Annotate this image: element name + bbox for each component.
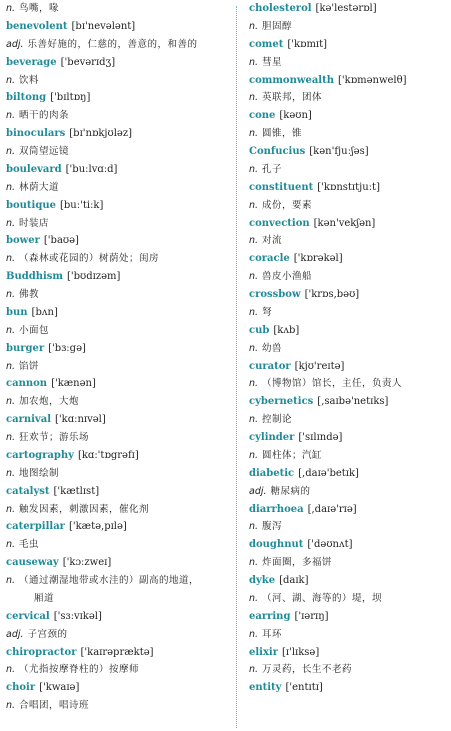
headword-entry bbox=[6, 18, 228, 36]
headword: boulevard bbox=[6, 163, 62, 175]
definition-line bbox=[6, 572, 228, 590]
headword: Buddhism bbox=[6, 271, 63, 283]
definition: 狂欢节；游乐场 bbox=[19, 432, 90, 443]
definition-line bbox=[249, 375, 447, 393]
part-of-speech: n. bbox=[6, 289, 16, 300]
definition: 胆固醇 bbox=[262, 20, 293, 32]
phonetic: ['dəʊnʌt] bbox=[307, 539, 353, 551]
phonetic: [buː'tiːk] bbox=[59, 199, 104, 211]
part-of-speech: n. bbox=[249, 20, 259, 32]
definition-line bbox=[6, 286, 228, 304]
definition: 英联邦，团体 bbox=[262, 92, 323, 104]
headword-entry bbox=[249, 0, 447, 18]
phonetic: ['kɒmənwelθ] bbox=[338, 74, 407, 86]
definition: （博物馆）馆长，主任，负责人 bbox=[262, 378, 403, 390]
definition: 万灵药，长生不老药 bbox=[262, 664, 353, 676]
column-divider bbox=[236, 6, 237, 728]
definition: 孔子 bbox=[262, 163, 283, 175]
definition: 圆柱体；汽缸 bbox=[262, 449, 323, 461]
definition-line bbox=[6, 179, 228, 197]
headword: biltong bbox=[6, 92, 47, 104]
headword-entry bbox=[6, 89, 228, 107]
definition: 圆锥，锥 bbox=[262, 128, 303, 140]
definition-line bbox=[6, 661, 228, 679]
definition: 触发因素，刺激因素，催化剂 bbox=[19, 503, 150, 515]
definition: 时装店 bbox=[19, 217, 50, 229]
headword: bun bbox=[6, 306, 28, 318]
headword: entity bbox=[249, 682, 282, 694]
headword: cub bbox=[249, 324, 270, 336]
headword: Confucius bbox=[249, 146, 306, 157]
headword-entry bbox=[249, 322, 447, 340]
headword-entry bbox=[6, 197, 228, 215]
part-of-speech: n. bbox=[249, 557, 259, 569]
headword-entry bbox=[6, 411, 228, 429]
definition: 弩 bbox=[262, 306, 273, 318]
headword-entry bbox=[6, 161, 228, 179]
part-of-speech: n. bbox=[249, 92, 259, 104]
headword: binoculars bbox=[6, 128, 66, 140]
definition-line bbox=[249, 626, 447, 644]
definition: 耳环 bbox=[262, 628, 283, 640]
definition-line bbox=[249, 661, 447, 679]
part-of-speech: n. bbox=[249, 628, 259, 640]
definition: 对流 bbox=[262, 235, 283, 247]
headword-entry bbox=[249, 143, 447, 161]
headword-entry bbox=[6, 125, 228, 143]
definition-line bbox=[249, 54, 447, 72]
phonetic: [,daɪə'rɪə] bbox=[307, 503, 357, 515]
headword-entry bbox=[249, 107, 447, 125]
headword: commonwealth bbox=[249, 74, 334, 86]
part-of-speech: n. bbox=[249, 235, 259, 247]
definition-line bbox=[6, 0, 228, 18]
definition: 林荫大道 bbox=[19, 181, 60, 193]
phonetic: ['kɒmɪt] bbox=[287, 38, 328, 50]
part-of-speech: n. bbox=[6, 700, 16, 712]
definition: 子宫颈的 bbox=[27, 628, 68, 640]
phonetic: [kə'lestərɒl] bbox=[315, 3, 377, 14]
headword-entry bbox=[6, 483, 228, 501]
definition-line bbox=[249, 483, 447, 501]
definition-line bbox=[6, 322, 228, 340]
phonetic: ['kwaɪə] bbox=[39, 682, 80, 694]
part-of-speech: n. bbox=[249, 271, 259, 283]
headword: earring bbox=[249, 610, 291, 622]
phonetic: ['kɔːzweɪ] bbox=[62, 557, 112, 569]
headword: carnival bbox=[6, 414, 51, 426]
part-of-speech: n. bbox=[249, 378, 259, 390]
headword: cervical bbox=[6, 610, 50, 622]
part-of-speech: n. bbox=[6, 217, 16, 229]
definition-line bbox=[249, 232, 447, 250]
phonetic: [,saɪbə'netɪks] bbox=[317, 396, 389, 408]
headword-entry bbox=[249, 215, 447, 233]
part-of-speech: n. bbox=[6, 324, 16, 336]
part-of-speech: adj. bbox=[249, 485, 267, 497]
phonetic: ['sɪlɪndə] bbox=[298, 432, 343, 443]
phonetic: [kʌb] bbox=[273, 324, 300, 336]
phonetic: ['bɪltɒŋ] bbox=[50, 92, 91, 104]
part-of-speech: n. bbox=[6, 181, 16, 193]
definition-line bbox=[6, 626, 228, 644]
part-of-speech: n. bbox=[6, 360, 16, 372]
definition: 成份，要素 bbox=[262, 199, 313, 211]
headword-entry bbox=[249, 501, 447, 519]
headword: cybernetics bbox=[249, 396, 314, 408]
definition-line bbox=[249, 590, 447, 608]
part-of-speech: n. bbox=[249, 521, 259, 533]
definition: 糖尿病的 bbox=[270, 485, 311, 497]
headword-entry bbox=[6, 518, 228, 536]
phonetic: ['kɑːnɪvəl] bbox=[55, 414, 106, 426]
phonetic: [bɪ'nɒkjʊləz] bbox=[69, 128, 133, 140]
headword-entry bbox=[249, 644, 447, 662]
definition: 兽皮小渔船 bbox=[262, 271, 313, 283]
headword-entry bbox=[249, 465, 447, 483]
phonetic: ['entɪtɪ] bbox=[285, 682, 323, 694]
phonetic: ['kɒnstɪtjuːt] bbox=[317, 181, 380, 193]
definition-line bbox=[249, 554, 447, 572]
headword: crossbow bbox=[249, 289, 301, 300]
headword: curator bbox=[249, 360, 291, 372]
right-column bbox=[249, 0, 447, 697]
headword-entry bbox=[6, 232, 228, 250]
headword: boutique bbox=[6, 199, 56, 211]
phonetic: ['kætə,pɪlə] bbox=[68, 521, 127, 533]
definition: 地图绘制 bbox=[19, 467, 60, 479]
definition-line bbox=[249, 197, 447, 215]
headword: cartography bbox=[6, 449, 74, 461]
definition-line bbox=[6, 36, 228, 54]
phonetic: [kɑː'tɒgrəfɪ] bbox=[77, 449, 139, 461]
headword: cone bbox=[249, 110, 276, 122]
headword-entry bbox=[249, 358, 447, 376]
definition-line bbox=[6, 143, 228, 161]
headword: diabetic bbox=[249, 467, 295, 479]
part-of-speech: n. bbox=[6, 74, 16, 86]
phonetic: [ɪ'lɪksə] bbox=[282, 646, 320, 658]
headword-entry bbox=[249, 572, 447, 590]
definition: 馅饼 bbox=[19, 360, 40, 372]
headword: catalyst bbox=[6, 485, 50, 497]
headword: cylinder bbox=[249, 432, 295, 443]
headword: convection bbox=[249, 217, 310, 229]
definition: 乐善好施的，仁慈的，善意的，和善的 bbox=[27, 38, 198, 50]
headword-entry bbox=[249, 429, 447, 447]
definition: 炸面圈，多福饼 bbox=[262, 557, 333, 569]
phonetic: ['bevərɪdʒ] bbox=[60, 56, 116, 68]
part-of-speech: n. bbox=[6, 467, 16, 479]
headword-entry bbox=[249, 608, 447, 626]
part-of-speech: n. bbox=[6, 253, 16, 265]
part-of-speech: n. bbox=[6, 432, 16, 443]
definition-line bbox=[6, 72, 228, 90]
headword-entry bbox=[6, 54, 228, 72]
definition: 控制论 bbox=[262, 414, 293, 426]
definition: （河、湖、海等的）堤，坝 bbox=[262, 592, 383, 604]
headword-entry bbox=[249, 286, 447, 304]
left-column bbox=[6, 0, 228, 715]
definition-line bbox=[249, 411, 447, 429]
headword: coracle bbox=[249, 253, 290, 265]
part-of-speech: n. bbox=[249, 199, 259, 211]
headword: chiropractor bbox=[6, 646, 77, 658]
definition: 小面包 bbox=[19, 324, 50, 336]
headword-entry bbox=[249, 536, 447, 554]
definition-line bbox=[249, 340, 447, 358]
headword: burger bbox=[6, 342, 45, 354]
phonetic: ['sɜːvɪkəl] bbox=[53, 610, 102, 622]
phonetic: ['bʊdɪzəm] bbox=[67, 271, 121, 283]
part-of-speech: n. bbox=[6, 664, 16, 676]
phonetic: [kjʊ'reɪtə] bbox=[294, 360, 345, 372]
headword: dyke bbox=[249, 575, 276, 586]
part-of-speech: n. bbox=[6, 3, 16, 14]
phonetic: [kən'fjuːʃəs] bbox=[309, 146, 369, 157]
phonetic: [,daɪə'betɪk] bbox=[298, 467, 359, 479]
definition: 厢道 bbox=[34, 592, 55, 604]
part-of-speech: n. bbox=[249, 664, 259, 676]
part-of-speech: n. bbox=[249, 56, 259, 68]
headword: cannon bbox=[6, 378, 48, 390]
part-of-speech: n. bbox=[249, 449, 259, 461]
phonetic: ['buːlvɑːd] bbox=[65, 163, 118, 175]
definition: 毛虫 bbox=[19, 539, 40, 551]
phonetic: ['kætlɪst] bbox=[53, 485, 100, 497]
definition-line bbox=[249, 268, 447, 286]
headword-entry bbox=[249, 72, 447, 90]
definition-line bbox=[249, 161, 447, 179]
phonetic: ['baʊə] bbox=[43, 235, 79, 247]
part-of-speech: n. bbox=[249, 342, 259, 354]
phonetic: ['kaɪrəpræktə] bbox=[80, 646, 154, 658]
definition: 彗星 bbox=[262, 56, 283, 68]
phonetic: [daɪk] bbox=[279, 575, 309, 586]
definition-line bbox=[6, 358, 228, 376]
part-of-speech: n. bbox=[6, 503, 16, 515]
part-of-speech: n. bbox=[6, 539, 16, 551]
definition-line bbox=[6, 697, 228, 715]
definition: 鸟嘴，喙 bbox=[19, 3, 60, 14]
definition: （通过潮湿地带或水洼的）副高的地道， bbox=[19, 575, 200, 586]
definition: 腹泻 bbox=[262, 521, 283, 533]
definition: 晒干的肉条 bbox=[19, 110, 70, 122]
headword-entry bbox=[6, 608, 228, 626]
definition-line bbox=[6, 501, 228, 519]
definition-line bbox=[6, 465, 228, 483]
definition-line bbox=[6, 107, 228, 125]
headword: choir bbox=[6, 682, 36, 694]
headword: constituent bbox=[249, 181, 314, 193]
headword-entry bbox=[249, 679, 447, 697]
definition: 幼兽 bbox=[262, 342, 283, 354]
headword-entry bbox=[6, 447, 228, 465]
phonetic: ['krɒs,bəʊ] bbox=[304, 289, 360, 300]
phonetic: [bʌn] bbox=[31, 306, 58, 318]
definition-line bbox=[6, 536, 228, 554]
definition-line bbox=[249, 447, 447, 465]
definition: 佛教 bbox=[19, 289, 40, 300]
headword-entry bbox=[249, 36, 447, 54]
headword-entry bbox=[249, 250, 447, 268]
headword-entry bbox=[6, 554, 228, 572]
headword: caterpillar bbox=[6, 521, 65, 533]
headword-entry bbox=[6, 268, 228, 286]
headword-entry bbox=[6, 375, 228, 393]
headword-entry bbox=[6, 340, 228, 358]
part-of-speech: n. bbox=[6, 575, 16, 586]
part-of-speech: n. bbox=[249, 414, 259, 426]
definition-line bbox=[6, 215, 228, 233]
definition-line bbox=[249, 125, 447, 143]
phonetic: ['kɒrəkəl] bbox=[293, 253, 343, 265]
part-of-speech: n. bbox=[6, 110, 16, 122]
headword-entry bbox=[249, 179, 447, 197]
headword: comet bbox=[249, 38, 284, 50]
definition: 饮料 bbox=[19, 74, 40, 86]
definition: 合唱团，唱诗班 bbox=[19, 700, 90, 712]
definition-line bbox=[249, 304, 447, 322]
part-of-speech: n. bbox=[249, 128, 259, 140]
part-of-speech: adj. bbox=[6, 628, 24, 640]
headword: doughnut bbox=[249, 539, 304, 551]
phonetic: ['bɜːgə] bbox=[48, 342, 86, 354]
part-of-speech: n. bbox=[249, 592, 259, 604]
part-of-speech: adj. bbox=[6, 38, 24, 50]
headword: bower bbox=[6, 235, 40, 247]
part-of-speech: n. bbox=[6, 146, 16, 157]
headword: beverage bbox=[6, 56, 57, 68]
phonetic: [kəʊn] bbox=[279, 110, 312, 122]
definition: （尤指按摩脊柱的）按摩师 bbox=[19, 664, 140, 676]
headword-entry bbox=[6, 304, 228, 322]
definition-line bbox=[249, 89, 447, 107]
headword: benevolent bbox=[6, 20, 68, 32]
headword-entry bbox=[6, 679, 228, 697]
phonetic: ['kænən] bbox=[51, 378, 96, 390]
definition-line bbox=[6, 393, 228, 411]
headword: cholesterol bbox=[249, 3, 312, 14]
headword-entry bbox=[6, 644, 228, 662]
definition-continuation bbox=[6, 590, 228, 608]
phonetic: [bɪ'nevələnt] bbox=[71, 20, 136, 32]
part-of-speech: n. bbox=[249, 163, 259, 175]
part-of-speech: n. bbox=[249, 306, 259, 318]
phonetic: ['ɪərɪŋ] bbox=[294, 610, 329, 622]
definition: 双筒望远镜 bbox=[19, 146, 70, 157]
part-of-speech: n. bbox=[6, 396, 16, 408]
headword: elixir bbox=[249, 646, 278, 658]
headword-entry bbox=[249, 393, 447, 411]
definition-line bbox=[249, 518, 447, 536]
headword: diarrhoea bbox=[249, 503, 304, 515]
definition-line bbox=[6, 429, 228, 447]
definition: （森林或花园的）树荫处；闺房 bbox=[19, 253, 160, 265]
headword: causeway bbox=[6, 557, 59, 569]
definition-line bbox=[249, 18, 447, 36]
definition: 加农炮，大炮 bbox=[19, 396, 80, 408]
phonetic: [kən'vekʃən] bbox=[313, 217, 376, 229]
definition-line bbox=[6, 250, 228, 268]
